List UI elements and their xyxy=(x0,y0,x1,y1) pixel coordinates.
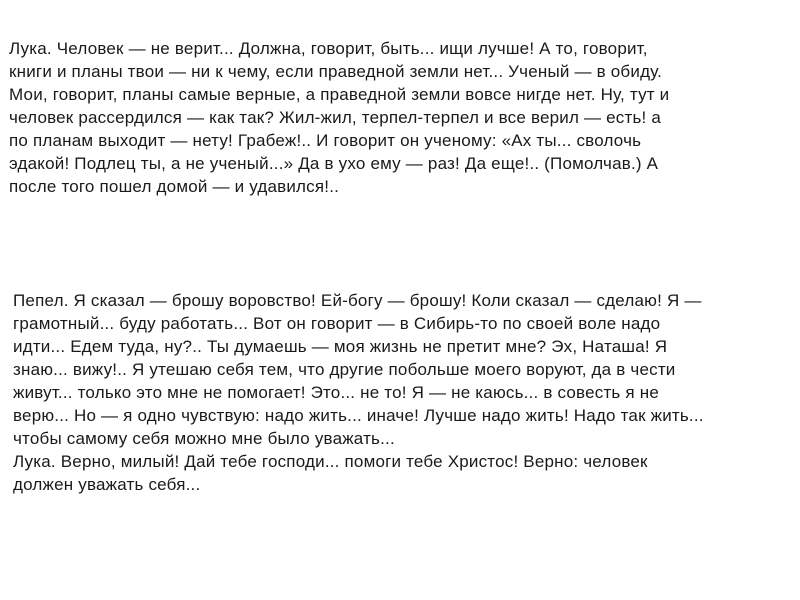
quote-paragraph-pepel xyxy=(13,289,704,496)
text-line: живут... только это мне не помогает! Это... не то! Я — не каюсь... в совесть я не xyxy=(13,383,659,402)
text-line: эдакой! Подлец ты, а не ученый...» Да в ухо ему — раз! Да еще!.. (Помолчав.) А xyxy=(9,154,659,173)
text-line: знаю... вижу!.. Я утешаю себя тем, что другие побольше моего воруют, да в чести xyxy=(13,360,676,379)
text-line: чтобы самому себя можно мне было уважать... xyxy=(13,429,395,448)
text-line: грамотный... буду работать... Вот он говорит — в Сибирь-то по своей воле надо xyxy=(13,314,661,333)
text-line: Лука. Верно, милый! Дай тебе господи... помоги тебе Христос! Верно: человек xyxy=(13,452,648,471)
quote-paragraph-luka xyxy=(9,37,669,198)
text-line: Лука. Человек — не верит... Должна, говорит, быть... ищи лучше! А то, говорит, xyxy=(9,39,648,58)
text-line: человек рассердился — как так? Жил-жил, терпел-терпел и все верил — есть! а xyxy=(9,108,662,127)
text-line: по планам выходит — нету! Грабеж!.. И говорит он ученому: «Ах ты... сволочь xyxy=(9,131,642,150)
text-line: верю... Но — я одно чувствую: надо жить... иначе! Лучше надо жить! Надо так жить... xyxy=(13,406,704,425)
text-line: книги и планы твои — ни к чему, если праведной земли нет... Ученый — в обиду. xyxy=(9,62,663,81)
text-line: идти... Едем туда, ну?.. Ты думаешь — моя жизнь не претит мне? Эх, Наташа! Я xyxy=(13,337,668,356)
text-line: после того пошел домой — и удавился!.. xyxy=(9,177,340,196)
text-line: Пепел. Я сказал — брошу воровство! Ей-богу — брошу! Коли сказал — сделаю! Я — xyxy=(13,291,702,310)
text-line: Мои, говорит, планы самые верные, а праведной земли вовсе нигде нет. Ну, тут и xyxy=(9,85,670,104)
text-line: должен уважать себя... xyxy=(13,475,201,494)
